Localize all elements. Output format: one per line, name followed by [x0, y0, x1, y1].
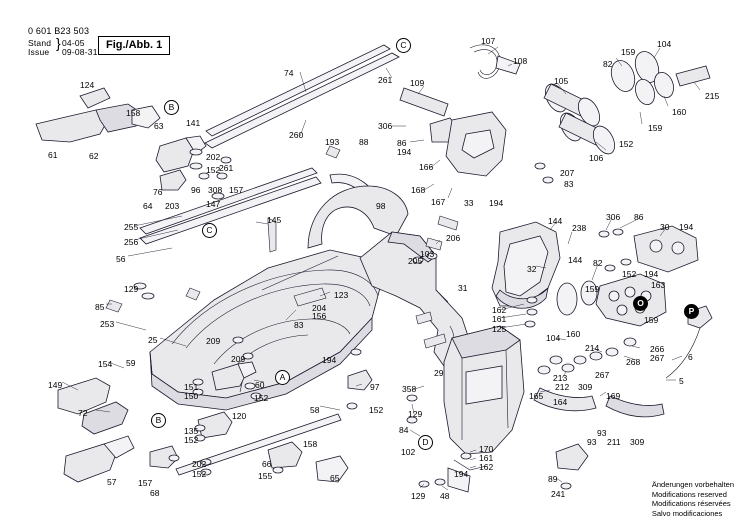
- part-callout: 241: [551, 489, 566, 499]
- part-callout: 160: [672, 107, 687, 117]
- part-callout: 60: [255, 380, 265, 390]
- part-callout: 266: [650, 344, 665, 354]
- part-callout: 147: [206, 199, 221, 209]
- part-callout: 97: [370, 382, 380, 392]
- part-callout: 66: [262, 459, 272, 469]
- part-callout: 157: [138, 478, 153, 488]
- part-callout: 152: [369, 405, 384, 415]
- part-callout: 48: [440, 491, 450, 501]
- part-callout: 108: [513, 56, 528, 66]
- part-callout: 74: [284, 68, 294, 78]
- part-callout: 58: [310, 405, 320, 415]
- part-callout: 129: [124, 284, 139, 294]
- part-callout: 68: [150, 488, 160, 498]
- part-callout: 168: [411, 185, 426, 195]
- part-callout: 89: [548, 474, 558, 484]
- part-callout: 154: [98, 359, 113, 369]
- part-callout: 33: [464, 198, 474, 208]
- part-callout: 109: [410, 78, 425, 88]
- part-callout: 29: [434, 368, 444, 378]
- part-callout: 57: [107, 477, 117, 487]
- part-callout: 194: [679, 222, 694, 232]
- part-callout: 207: [560, 168, 575, 178]
- part-callout: 104: [657, 39, 672, 49]
- part-callout: 159: [585, 284, 600, 294]
- part-callout: 309: [578, 382, 593, 392]
- section-marker-b-bottom: B: [151, 413, 166, 428]
- part-callout: 165: [529, 391, 544, 401]
- part-callout: 161: [492, 314, 507, 324]
- part-callout: 214: [585, 343, 600, 353]
- part-callout: 261: [378, 75, 393, 85]
- part-callout: 123: [334, 290, 349, 300]
- part-callout: 82: [593, 258, 603, 268]
- part-callout: 211: [607, 437, 621, 447]
- part-callout: 32: [527, 264, 537, 274]
- section-marker-c-top: C: [396, 38, 411, 53]
- part-callout: 152: [184, 435, 199, 445]
- part-callout: 141: [186, 118, 201, 128]
- part-callout: 82: [603, 59, 613, 69]
- part-callout: 158: [303, 439, 318, 449]
- part-callout: 86: [634, 212, 644, 222]
- part-callout: 129: [408, 409, 423, 419]
- section-marker-p: P: [684, 304, 699, 319]
- part-callout: 106: [589, 153, 604, 163]
- part-callout: 61: [48, 150, 58, 160]
- part-callout: 124: [80, 80, 95, 90]
- part-callout: 155: [258, 471, 273, 481]
- part-callout: 194: [322, 355, 337, 365]
- part-callout: 103: [420, 249, 435, 259]
- part-callout: 64: [143, 201, 153, 211]
- section-marker-o: O: [633, 296, 648, 311]
- part-callout: 145: [267, 215, 282, 225]
- part-callout: 167: [431, 197, 446, 207]
- part-callout: 152: [254, 393, 269, 403]
- part-callout: 215: [705, 91, 720, 101]
- part-number: 0 601 B23 503: [28, 26, 90, 36]
- part-callout: 162: [479, 462, 494, 472]
- section-marker-d: D: [418, 435, 433, 450]
- part-callout: 86: [397, 138, 407, 148]
- part-callout: 152: [192, 469, 207, 479]
- part-callout: 206: [446, 233, 461, 243]
- part-callout: 169: [606, 391, 621, 401]
- part-callout: 59: [126, 358, 136, 368]
- part-callout: 30: [660, 222, 670, 232]
- part-callout: 159: [621, 47, 636, 57]
- part-callout: 194: [644, 269, 659, 279]
- part-callout: 152: [622, 269, 637, 279]
- part-callout: 213: [553, 373, 568, 383]
- footer-line-de: Änderungen vorbehalten: [651, 480, 734, 489]
- part-callout: 163: [651, 280, 666, 290]
- part-callout: 160: [566, 329, 581, 339]
- part-callout: 267: [650, 353, 665, 363]
- part-callout: 260: [289, 130, 304, 140]
- part-callout: 104: [546, 333, 561, 343]
- part-callout: 238: [572, 223, 587, 233]
- part-callout: 166: [419, 162, 434, 172]
- part-callout: 150: [184, 391, 199, 401]
- part-callout: 129: [411, 491, 426, 501]
- part-callout: 105: [554, 76, 569, 86]
- footer-line-en: Modifications reserved: [651, 489, 727, 499]
- part-callout: 255: [124, 222, 139, 232]
- part-callout: 84: [399, 425, 409, 435]
- part-callout: 159: [648, 123, 663, 133]
- part-callout: 149: [48, 380, 63, 390]
- part-callout: 85: [95, 302, 105, 312]
- part-callout: 72: [78, 408, 88, 418]
- part-callout: 5: [679, 376, 684, 386]
- part-callout: 209: [206, 336, 221, 346]
- part-callout: 83: [294, 320, 304, 330]
- part-callout: 261: [219, 163, 234, 173]
- part-callout: 63: [154, 121, 164, 131]
- figure-label: Fig./Abb. 1: [98, 36, 170, 55]
- part-callout: 309: [630, 437, 645, 447]
- part-callout: 193: [325, 137, 340, 147]
- part-callout: 25: [148, 335, 158, 345]
- part-callout: 76: [153, 187, 163, 197]
- part-callout: 256: [124, 237, 139, 247]
- section-marker-a: A: [275, 370, 290, 385]
- section-marker-c-mid: C: [202, 223, 217, 238]
- part-callout: 268: [626, 357, 641, 367]
- part-callout: 212: [555, 382, 570, 392]
- part-callout: 152: [619, 139, 634, 149]
- part-callout: 96: [191, 185, 201, 195]
- part-callout: 83: [564, 179, 574, 189]
- part-callout: 209: [231, 354, 246, 364]
- part-callout: 31: [458, 283, 468, 293]
- stand-date: 04-05: [62, 38, 85, 48]
- part-callout: 56: [116, 254, 126, 264]
- part-callout: 308: [208, 185, 223, 195]
- section-marker-b-top: B: [164, 100, 179, 115]
- part-callout: 202: [192, 459, 207, 469]
- part-callout: 194: [489, 198, 504, 208]
- part-callout: 135: [184, 426, 199, 436]
- part-callout: 93: [587, 437, 597, 447]
- part-callout: 88: [359, 137, 369, 147]
- part-callout: 204: [312, 303, 327, 313]
- part-callout: 144: [548, 216, 563, 226]
- part-callout: 164: [553, 397, 568, 407]
- part-callout: 170: [479, 444, 494, 454]
- part-callout: 253: [100, 319, 115, 329]
- header-brace: }: [56, 35, 61, 51]
- part-callout: 98: [376, 201, 386, 211]
- part-callout: 65: [330, 473, 340, 483]
- part-callout: 162: [492, 305, 507, 315]
- part-callout: 156: [312, 311, 327, 321]
- issue-date: 09-08-31: [62, 47, 98, 57]
- part-callout: 62: [89, 151, 99, 161]
- part-callout: 107: [481, 36, 496, 46]
- stand-label: Stand: [28, 38, 52, 48]
- part-callout: 202: [206, 152, 221, 162]
- part-callout: 144: [568, 255, 583, 265]
- part-callout: 102: [401, 447, 416, 457]
- footer-notice: [652, 480, 734, 518]
- part-callout: 203: [165, 201, 180, 211]
- part-callout: 205: [408, 256, 423, 266]
- part-callout: 161: [479, 453, 494, 463]
- part-callout: 358: [402, 384, 417, 394]
- part-callout: 306: [606, 212, 621, 222]
- part-callout: 194: [454, 469, 469, 479]
- part-callout: 152: [206, 165, 221, 175]
- part-callout: 6: [688, 352, 693, 362]
- footer-line-es: Salvo modificaciones: [651, 508, 723, 518]
- part-callout: 151: [184, 382, 199, 392]
- part-callout: 125: [492, 324, 507, 334]
- part-callout: 157: [229, 185, 244, 195]
- part-callout: 120: [232, 411, 247, 421]
- part-callout: 267: [595, 370, 610, 380]
- part-callout: 306: [378, 121, 393, 131]
- issue-label: Issue: [28, 47, 50, 57]
- footer-line-fr: Modifications réservées: [651, 499, 731, 508]
- part-callout: 159: [644, 315, 659, 325]
- part-callout: 194: [397, 147, 412, 157]
- part-callout: 158: [126, 108, 141, 118]
- handle-shell: [492, 222, 560, 308]
- part-callout: 93: [597, 428, 607, 438]
